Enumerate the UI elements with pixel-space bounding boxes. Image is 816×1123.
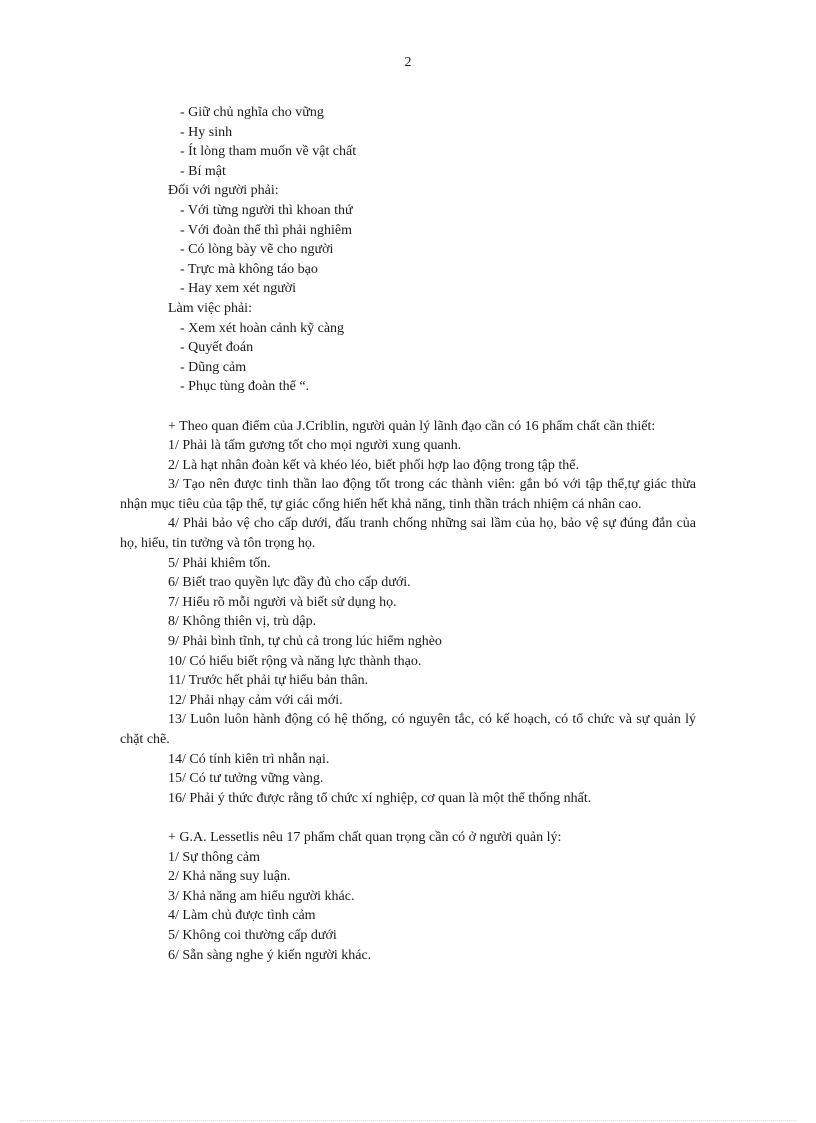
spacer xyxy=(120,397,696,417)
section-heading: Đối với người phải: xyxy=(168,183,279,199)
page-number: 2 xyxy=(404,55,412,70)
list-item: - Với đoàn thể thì phải nghiêm xyxy=(180,222,353,238)
list-item: 6/ Biết trao quyền lực đầy đủ cho cấp dưới. xyxy=(168,575,411,591)
list-item: 16/ Phải ý thức được rằng tổ chức xí nghiệp, cơ quan là một thể thống nhất. xyxy=(168,790,592,806)
list-item: - Xem xét hoàn cảnh kỹ càng xyxy=(180,320,345,336)
list-item: 2/ Khả năng suy luận. xyxy=(168,869,291,885)
list-item: 5/ Phải khiêm tốn. xyxy=(168,555,271,571)
list-item: - Trực mà không táo bạo xyxy=(180,261,318,277)
list-item: - Bí mật xyxy=(180,163,226,179)
list-item: 8/ Không thiên vị, trù dập. xyxy=(168,614,317,630)
page-bottom-divider xyxy=(20,1120,796,1121)
list-item: 15/ Có tư tưởng vững vàng. xyxy=(168,771,324,787)
list-item: 3/ Tạo nên được tinh thần lao động tốt trong các thành viên: gắn bó với tập thể,tự giác thừa nhận mục tiêu của tập thể, tự giác cống hiến hết khả năng, tinh thần trách nhiệm cá nhân cao. xyxy=(120,477,696,512)
list-item: 1/ Sự thông cảm xyxy=(168,849,260,865)
section-intro: + G.A. Lessetlis nêu 17 phẩm chất quan trọng cần có ở người quản lý: xyxy=(168,829,562,845)
list-item: 2/ Là hạt nhân đoàn kết và khéo léo, biết phối hợp lao động trong tập thể. xyxy=(168,457,579,473)
list-item: 9/ Phải bình tĩnh, tự chủ cả trong lúc hiểm nghèo xyxy=(168,634,442,650)
list-item: 6/ Sẵn sàng nghe ý kiến người khác. xyxy=(168,947,372,963)
list-item: 4/ Làm chủ được tình cảm xyxy=(168,908,316,924)
list-item: 1/ Phải là tấm gương tốt cho mọi người xung quanh. xyxy=(168,438,462,454)
list-item: - Quyết đoán xyxy=(180,340,254,356)
list-item: 12/ Phải nhạy cảm với cái mới. xyxy=(168,692,343,708)
list-item: - Dũng cảm xyxy=(180,359,247,375)
list-item: 7/ Hiểu rõ mỗi người và biết sử dụng họ. xyxy=(168,594,397,610)
list-item: 3/ Khả năng am hiểu người khác. xyxy=(168,888,355,904)
spacer xyxy=(120,808,696,828)
list-item: 5/ Không coi thường cấp dưới xyxy=(168,927,337,943)
section-intro: + Theo quan điểm của J.Criblin, người quản lý lãnh đạo cần có 16 phẩm chất cần thiết: xyxy=(168,418,656,434)
list-item: 14/ Có tính kiên trì nhẫn nại. xyxy=(168,751,330,767)
list-item: - Ít lòng tham muốn về vật chất xyxy=(180,144,357,160)
list-item: - Với từng người thì khoan thứ xyxy=(180,202,353,218)
list-item: - Có lòng bày vẽ cho người xyxy=(180,242,334,258)
list-item: - Phục tùng đoàn thể “. xyxy=(180,379,310,395)
list-item: 4/ Phải bảo vệ cho cấp dưới, đấu tranh chống những sai lầm của họ, bảo vệ sự đúng đắn của họ, hiểu, tin tưởng và tôn trọng họ. xyxy=(120,516,696,552)
list-item: 13/ Luôn luôn hành động có hệ thống, có nguyên tắc, có kế hoạch, có tổ chức và sự quản lý chặt chẽ. xyxy=(120,712,696,747)
list-item: 10/ Có hiểu biết rộng và năng lực thành thạo. xyxy=(168,653,422,669)
list-item: 11/ Trước hết phải tự hiểu bản thân. xyxy=(168,673,369,689)
section-heading: Làm việc phải: xyxy=(168,300,252,316)
list-item: - Hy sinh xyxy=(180,124,233,140)
list-item: - Hay xem xét người xyxy=(180,281,297,297)
list-item: - Giữ chủ nghĩa cho vững xyxy=(180,105,324,120)
document-body xyxy=(120,103,696,965)
